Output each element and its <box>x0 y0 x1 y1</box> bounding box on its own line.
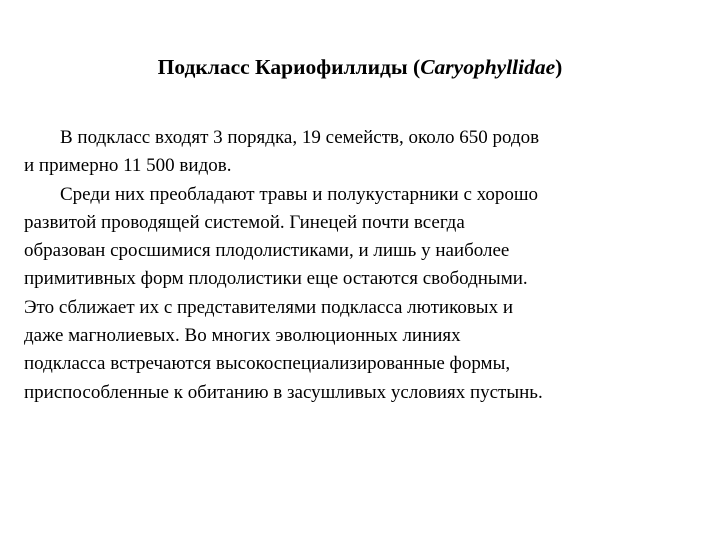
title-suffix: ) <box>555 55 563 79</box>
body-line-4: развитой проводящей системой. Гинецей почти всегда <box>24 211 465 233</box>
body-line-9: подкласса встречаются высокоспециализированные формы, <box>24 353 511 375</box>
body-line-3: Среди них преобладают травы и полукустарники с хорошо <box>60 183 539 205</box>
body-line-8: даже магнолиевых. Во многих эволюционных линиях <box>24 325 461 347</box>
body-line-5: образован сросшимися плодолистиками, и лишь у наиболее <box>24 240 510 262</box>
title-latin-name: Caryophyllidae <box>420 55 556 79</box>
body-line-7: Это сближает их с представителями подкласса лютиковых и <box>24 296 513 318</box>
slide-body-text <box>24 124 714 407</box>
slide-title <box>0 52 720 82</box>
body-line-2: и примерно 11 500 видов. <box>24 155 232 177</box>
body-line-10: приспособленные к обитанию в засушливых условиях пустынь. <box>24 381 543 403</box>
body-line-1: В подкласс входят 3 порядка, 19 семейств, около 650 родов <box>60 127 540 148</box>
title-prefix: Подкласс Кариофиллиды ( <box>157 55 421 79</box>
body-line-6: примитивных форм плодолистики еще остаются свободными. <box>24 268 528 290</box>
